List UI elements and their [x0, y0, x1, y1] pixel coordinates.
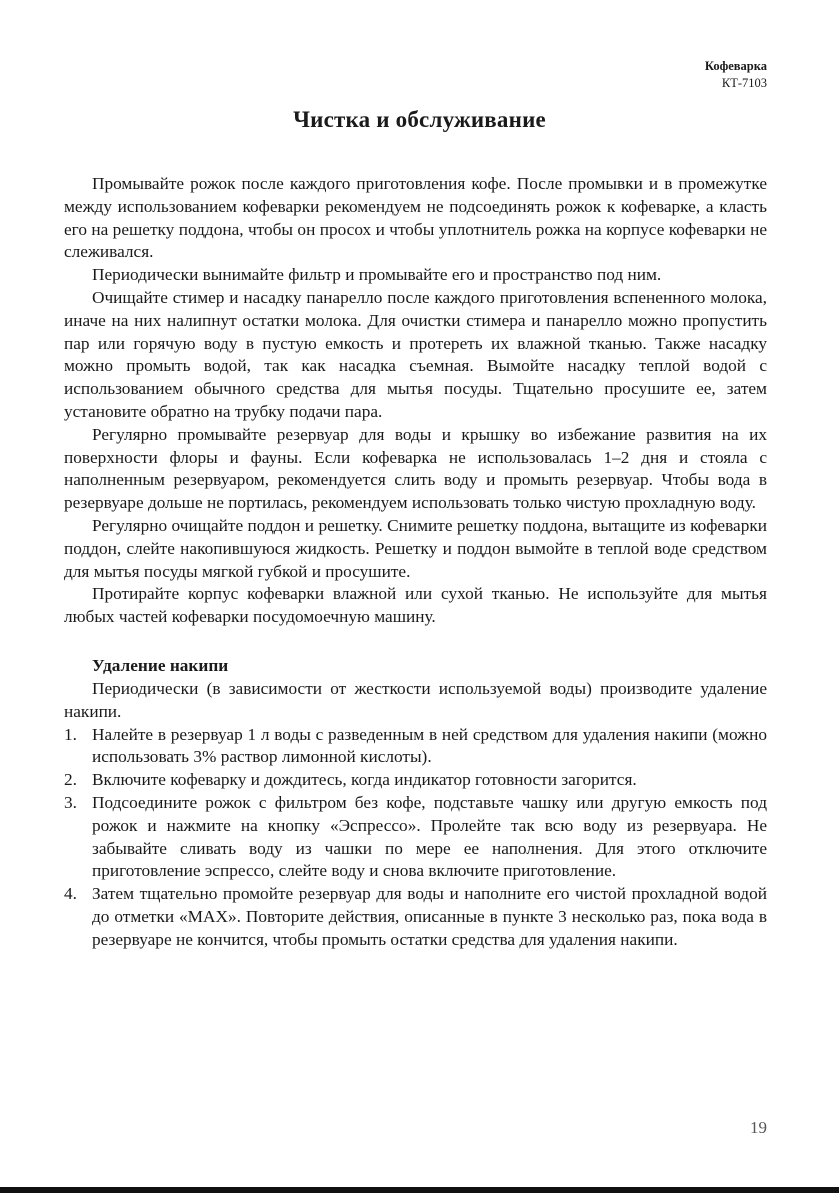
step-number: 3.: [64, 792, 77, 812]
descaling-heading: Удаление накипи: [92, 656, 229, 675]
paragraph: Очищайте стимер и насадку панарелло после каждого приготовления вспененного молока, иначе на них налипнут остатки молока. Для очистки стимера и панарелло можно пропустить пар или горячую воду в пустую емкость и протереть их влажной тканью. Также насадку можно промыть водой, так как насадка съемная. Вымойте насадку теплой водой с использованием обычного средства для мытья посуды. Тщательно просушите ее, затем установите обратно на трубку подачи пара.: [64, 287, 767, 421]
paragraph: Периодически вынимайте фильтр и промывайте его и пространство под ним.: [92, 265, 662, 285]
header-product: Кофеварка: [704, 59, 767, 73]
header-model: КТ-7103: [721, 76, 767, 90]
step-text: Затем тщательно промойте резервуар для воды и наполните его чистой прохладной водой до отметки «MAX». Повторите действия, описанные в пункте 3 несколько раз, пока вода в резервуаре не кончится, чтобы промыть остатки средства для удаления накипи.: [92, 884, 767, 949]
step-text: Налейте в резервуар 1 л воды с разведенным в ней средством для удаления накипи (можно использовать 3% раствор лимонной кислоты).: [92, 724, 767, 767]
descaling-intro: Периодически (в зависимости от жесткости используемой воды) производите удаление накипи.: [64, 679, 767, 721]
step-text: Включите кофеварку и дождитесь, когда индикатор готовности загорится.: [92, 770, 637, 790]
step-number: 2.: [64, 770, 77, 790]
step-item: [64, 883, 767, 951]
paragraph: Промывайте рожок после каждого приготовления кофе. После промывки и в промежутке между использованием кофеварки рекомендуем не подсоединять рожок к кофеварке, а класть его на решетку поддона, чтобы он просох и чтобы уплотнитель рожка на корпусе кофеварки не слеживался.: [64, 174, 767, 262]
running-header: [705, 58, 767, 92]
step-item: [64, 792, 767, 883]
paragraph: Протирайте корпус кофеварки влажной или сухой тканью. Не используйте для мытья любых частей кофеварки посудомоечную машину.: [64, 584, 767, 627]
step-number: 1.: [64, 724, 77, 744]
step-text: Подсоедините рожок с фильтром без кофе, подставьте чашку или другую емкость под рожок и нажмите на кнопку «Эспрессо». Пролейте так всю воду из резервуара. Не забывайте сливать воду из чашки по мере ее наполнения. Для этого отключите приготовление эспрессо, слейте воду и снова включите приготовление.: [92, 792, 767, 881]
descaling-steps: [64, 724, 767, 952]
paragraph: Регулярно промывайте резервуар для воды и крышку во избежание развития на их поверхности флоры и фауны. Если кофеварка не использовалась 1–2 дня и стояла с наполненным резервуаром, рекомендуется слить воду и промыть резервуар. Чтобы вода в резервуаре дольше не портилась, рекомендуем использовать только чистую прохладную воду.: [64, 424, 767, 513]
cleaning-section: [64, 173, 767, 629]
descaling-section: [64, 678, 767, 952]
paragraph: Регулярно очищайте поддон и решетку. Снимите решетку поддона, вытащите из кофеварки поддон, слейте накопившуюся жидкость. Решетку и поддон вымойте в теплой воде средством для мытья посуды мягкой губкой и просушите.: [64, 515, 767, 581]
page-number: 19: [750, 1118, 767, 1137]
bottom-border: [0, 1187, 839, 1193]
step-number: 4.: [64, 884, 77, 904]
step-item: [64, 724, 767, 770]
page-title: Чистка и обслуживание: [293, 107, 546, 132]
step-item: [64, 769, 767, 792]
